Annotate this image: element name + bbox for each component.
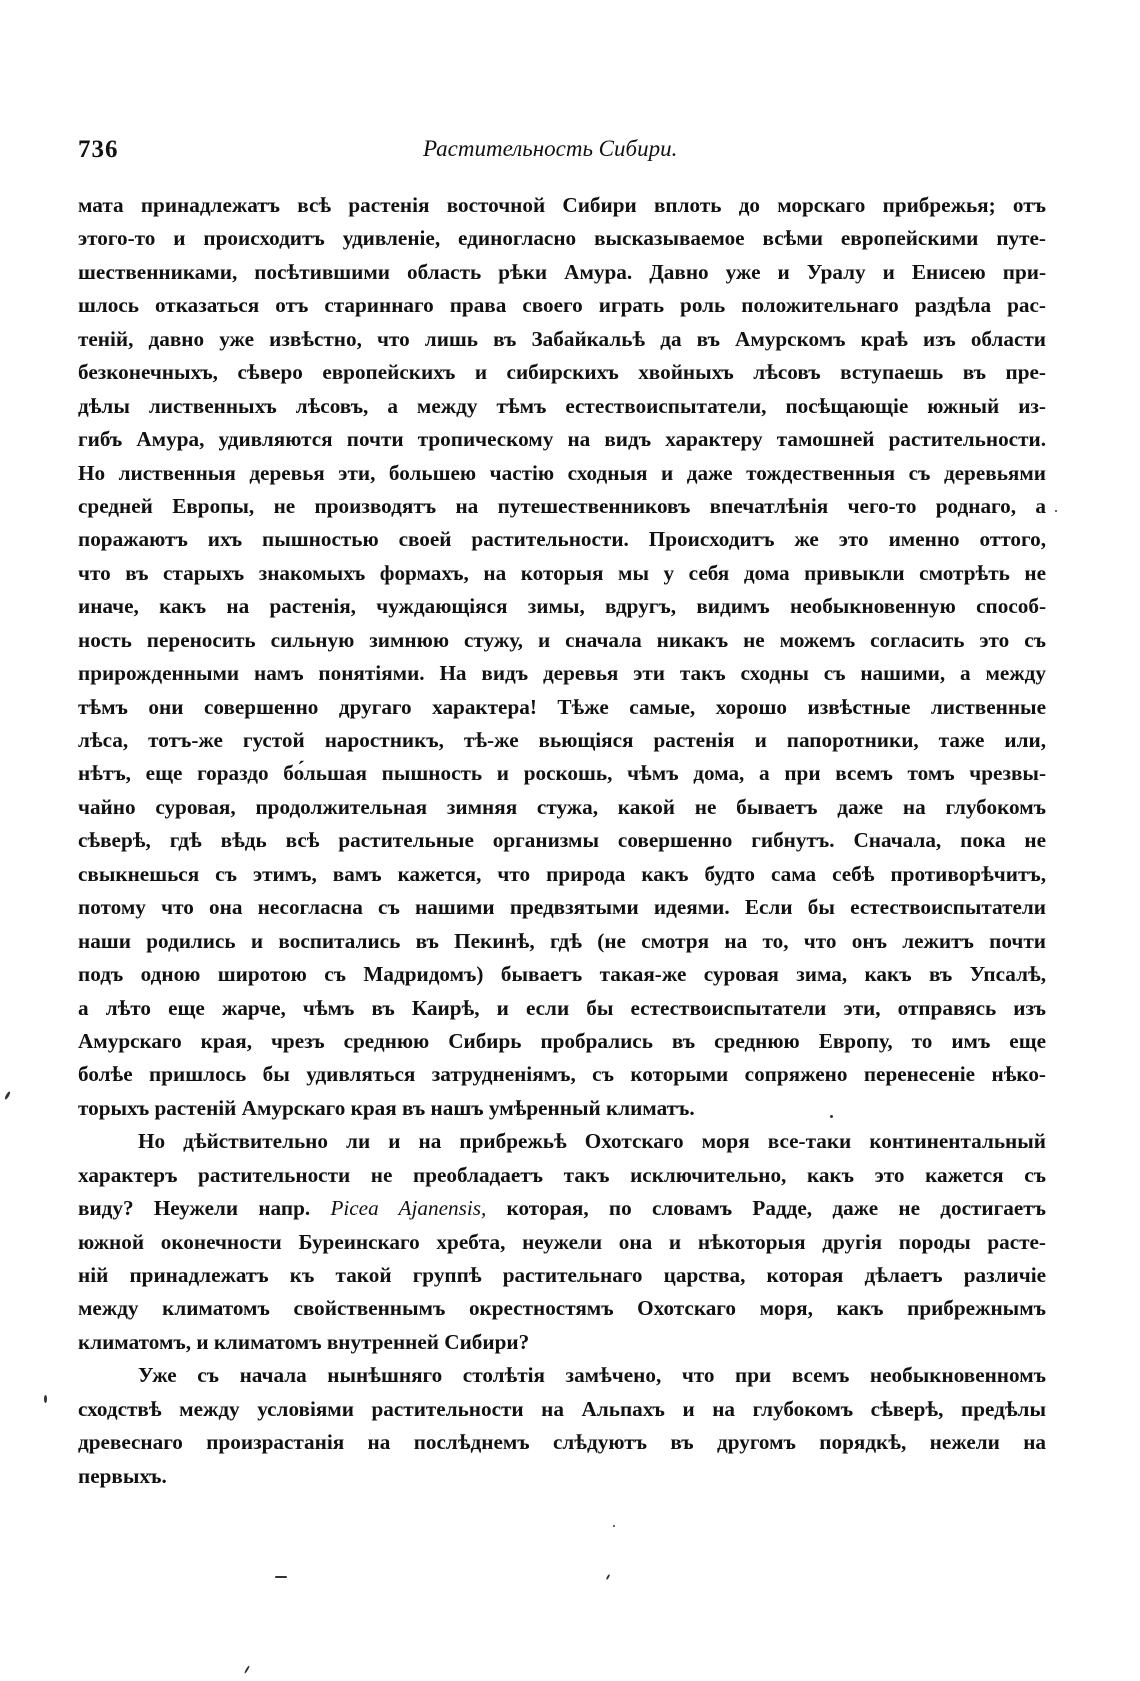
scan-speck (606, 1574, 611, 1580)
text-fragment: которая, по словамъ Радде, даже не достигаетъ (506, 1196, 1046, 1221)
text-line: характеръ растительности не преобладаетъ такъ исключительно, какъ это кажется съ (78, 1162, 1046, 1187)
scan-speck (830, 1115, 833, 1118)
running-title: Растительность Сибири. (423, 136, 678, 161)
text-line: нѣтъ, еще гораздо бо́льшая пышность и роскошь, чѣмъ дома, а при всемъ томъ чрезвы- (78, 761, 1046, 786)
body-text (78, 189, 1046, 1493)
scan-speck (44, 1395, 47, 1403)
text-line: прирожденными намъ понятіями. На видъ деревья эти такъ сходны съ нашими, а между (78, 661, 1046, 686)
text-fragment: виду? Неужели напр. (78, 1196, 311, 1221)
scan-speck (1055, 510, 1057, 512)
scan-speck (244, 1665, 250, 1674)
text-line: теній, давно уже извѣстно, что лишь въ Забайкальѣ да въ Амурскомъ краѣ изъ области (78, 326, 1046, 351)
text-line: торыхъ растеній Амурскаго края въ нашъ умѣренный климатъ. (78, 1095, 695, 1120)
text-line: что въ старыхъ знакомыхъ формахъ, на которыя мы у себя дома привыкли смотрѣть не (78, 560, 1046, 585)
text-line: средней Европы, не производятъ на путешественниковъ впечатлѣнія чего-то роднаго, а (78, 493, 1046, 518)
text-line: Но лиственныя деревья эти, большею частію сходныя и даже тождественныя съ деревьями (78, 460, 1046, 485)
text-line: гибъ Амура, удивляются почти тропическому на видъ характеру тамошней растительности. (78, 427, 1046, 452)
text-line: климатомъ, и климатомъ внутренней Сибири? (78, 1329, 530, 1354)
scan-speck (4, 1091, 11, 1100)
text-line: сѣверѣ, гдѣ вѣдь всѣ растительные организмы совершенно гибнутъ. Сначала, пока не (78, 828, 1046, 853)
text-line: поражаютъ ихъ пышностью своей растительности. Происходитъ же это именно оттого, (78, 527, 1046, 552)
text-line: болѣе пришлось бы удивляться затрудненіямъ, съ которыми сопряжено перенесеніе нѣко- (78, 1062, 1046, 1087)
text-line: ность переносить сильную зимнюю стужу, и сначала никакъ не можемъ согласить это съ (78, 627, 1046, 652)
text-line: тѣмъ они совершенно другаго характера! Тѣже самые, хорошо извѣстные лиственные (78, 694, 1046, 719)
text-line: Уже съ начала нынѣшняго столѣтія замѣчено, что при всемъ необыкновенномъ (138, 1363, 1046, 1388)
text-line: иначе, какъ на растенія, чуждающіяся зимы, вдругъ, видимъ необыкновенную способ- (78, 594, 1046, 619)
text-line: этого-то и происходитъ удивленіе, единогласно высказываемое всѣми европейскими путе- (78, 226, 1046, 251)
page-header (78, 136, 1048, 172)
text-line: Но дѣйствительно ли и на прибрежьѣ Охотскаго моря все-таки континентальный (138, 1129, 1046, 1154)
text-line: сходствѣ между условіями растительности на Альпахъ и на глубокомъ сѣверѣ, предѣлы (78, 1396, 1046, 1421)
text-line: безконечныхъ, сѣверо европейскихъ и сибирскихъ хвойныхъ лѣсовъ вступаешь въ пре- (78, 360, 1046, 385)
text-line (78, 1192, 1046, 1225)
text-line: ній принадлежатъ къ такой группѣ растительнаго царства, которая дѣлаетъ различіе (78, 1263, 1046, 1287)
text-line: шлось отказаться отъ стариннаго права своего играть роль положительнаго раздѣла рас- (78, 293, 1046, 318)
text-line: наши родились и воспитались въ Пекинѣ, гдѣ (не смотря на то, что онъ лежитъ почти (78, 928, 1046, 953)
text-line: дѣлы лиственныхъ лѣсовъ, а между тѣмъ естествоиспытатели, посѣщающіе южный из- (78, 393, 1046, 418)
text-line: свыкнешься съ этимъ, вамъ кажется, что природа какъ будто сама себѣ противорѣчитъ, (78, 861, 1046, 886)
text-line: южной оконечности Буреинскаго хребта, неужели она и нѣкоторыя другія породы расте- (78, 1229, 1046, 1254)
text-line: между климатомъ свойственнымъ окрестностямъ Охотскаго моря, какъ прибрежнымъ (78, 1296, 1046, 1321)
text-line: подъ одною широтою съ Мадридомъ) бываетъ такая-же суровая зима, какъ въ Упсалѣ, (78, 962, 1046, 987)
text-line: мата принадлежатъ всѣ растенія восточной Сибири вплоть до морскаго прибрежья; отъ (78, 193, 1046, 217)
text-line: потому что она несогласна съ нашими предвзятыми идеями. Если бы естествоиспытатели (78, 895, 1046, 920)
text-line: чайно суровая, продолжительная зимняя стужа, какой не бываетъ даже на глубокомъ (78, 794, 1046, 819)
text-line: шественниками, посѣтившими область рѣки Амура. Давно уже и Уралу и Енисею при- (78, 259, 1046, 284)
scan-speck (613, 1525, 615, 1527)
text-line: лѣса, тотъ-же густой наростникъ, тѣ-же вьющіяся растенія и папоротники, таже или, (78, 728, 1046, 752)
text-line: а лѣто еще жарче, чѣмъ въ Каирѣ, и если бы естествоиспытатели эти, отправясь изъ (78, 995, 1046, 1020)
page-number: 736 (78, 136, 119, 163)
text-line: древеснаго произрастанія на послѣднемъ слѣдуютъ въ другомъ порядкѣ, нежели на (78, 1430, 1046, 1455)
text-line: Амурскаго края, чрезъ среднюю Сибирь пробрались въ среднюю Европу, то имъ еще (78, 1028, 1046, 1053)
scan-speck (275, 1576, 287, 1578)
text-line: первыхъ. (78, 1463, 167, 1488)
species-name: Picea Ajanensis, (330, 1196, 487, 1221)
